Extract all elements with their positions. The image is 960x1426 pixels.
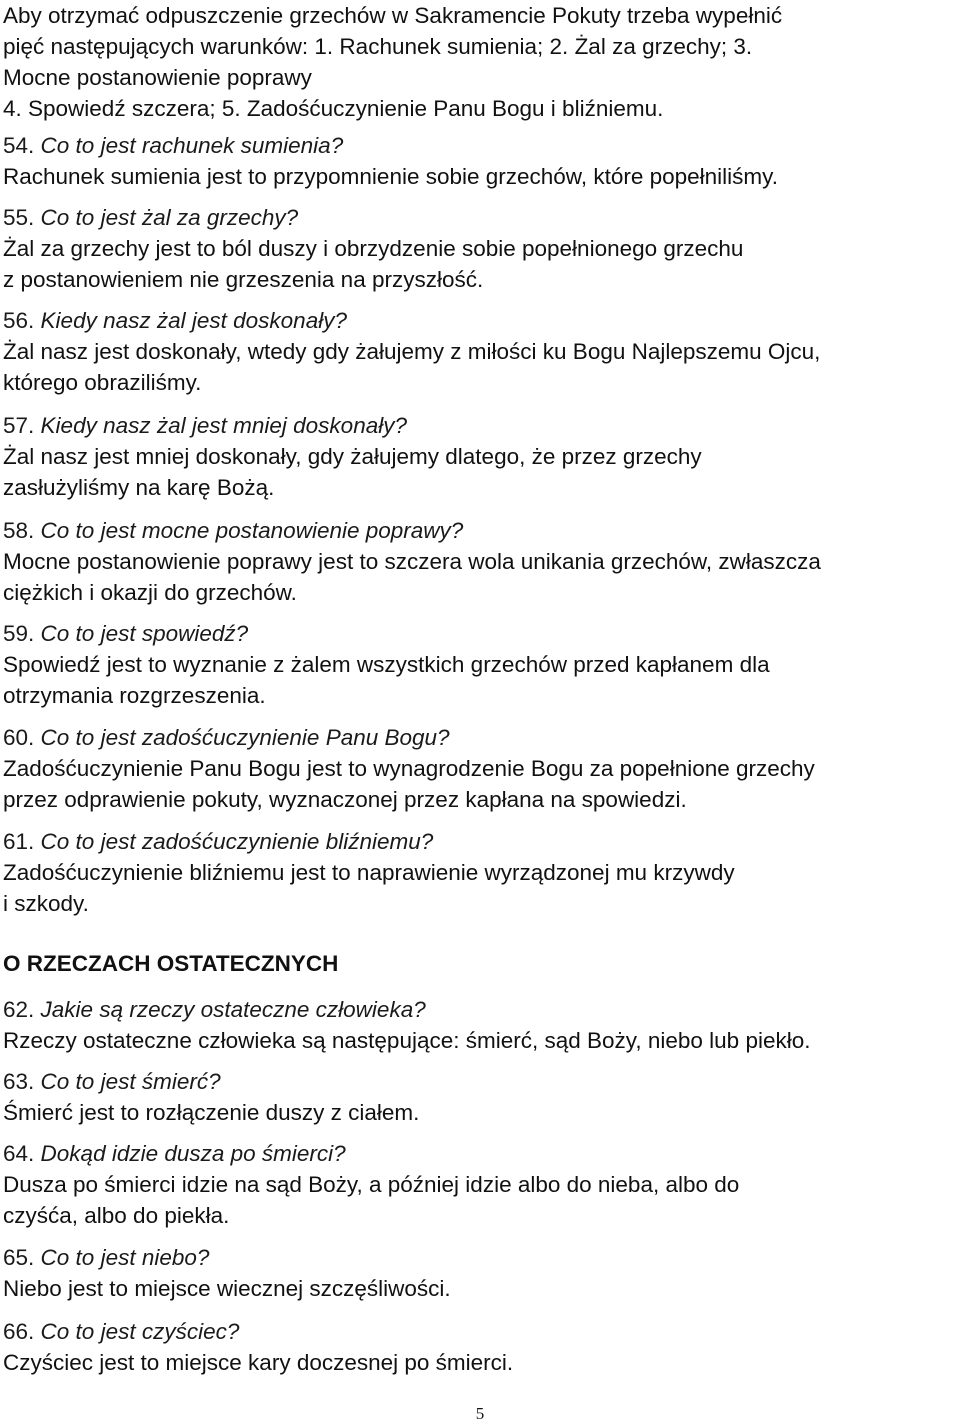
question-number: 65. xyxy=(3,1245,35,1270)
text-line: 4. Spowiedź szczera; 5. Zadośćuczynienie Panu Bogu i bliźniemu. xyxy=(3,96,664,121)
answer-line: Rzeczy ostateczne człowieka są następujące: śmierć, sąd Boży, niebo lub piekło. xyxy=(3,1028,811,1053)
qa-block xyxy=(3,515,821,608)
question-number: 61. xyxy=(3,829,35,854)
qa-block xyxy=(3,826,735,919)
question-number: 64. xyxy=(3,1141,35,1166)
question-number: 62. xyxy=(3,997,35,1022)
answer-line: zasłużyliśmy na karę Bożą. xyxy=(3,475,275,500)
answer-line: Żal nasz jest mniej doskonały, gdy żałujemy dlatego, że przez grzechy xyxy=(3,444,702,469)
qa-block xyxy=(3,1138,739,1231)
qa-block xyxy=(3,1242,451,1304)
answer-line: Żal nasz jest doskonały, wtedy gdy żałujemy z miłości ku Bogu Najlepszemu Ojcu, xyxy=(3,339,821,364)
question-line xyxy=(3,305,820,336)
answer-line: Dusza po śmierci idzie na sąd Boży, a później idzie albo do nieba, albo do xyxy=(3,1172,740,1197)
question-line xyxy=(3,722,815,753)
question-text: Co to jest niebo? xyxy=(40,1245,210,1270)
question-text: Co to jest rachunek sumienia? xyxy=(40,133,344,158)
answer-line: Mocne postanowienie poprawy jest to szczera wola unikania grzechów, zwłaszcza xyxy=(3,549,821,574)
question-number: 55. xyxy=(3,205,35,230)
question-number: 58. xyxy=(3,518,35,543)
answer-line: z postanowieniem nie grzeszenia na przyszłość. xyxy=(3,267,484,292)
answer-line: Niebo jest to miejsce wiecznej szczęśliwości. xyxy=(3,1276,451,1301)
question-number: 63. xyxy=(3,1069,35,1094)
answer-line: Śmierć jest to rozłączenie duszy z ciałem. xyxy=(3,1100,420,1125)
section-heading: O RZECZACH OSTATECZNYCH xyxy=(3,951,339,976)
text-line: Aby otrzymać odpuszczenie grzechów w Sakramencie Pokuty trzeba wypełnić xyxy=(3,3,783,28)
question-line xyxy=(3,515,821,546)
page-number: 5 xyxy=(475,1404,485,1423)
question-text: Co to jest spowiedź? xyxy=(40,621,249,646)
question-number: 56. xyxy=(3,308,35,333)
question-line xyxy=(3,994,810,1025)
question-text: Kiedy nasz żal jest doskonały? xyxy=(40,308,347,333)
question-line xyxy=(3,410,702,441)
question-number: 60. xyxy=(3,725,35,750)
qa-block xyxy=(3,722,815,815)
question-text: Co to jest zadośćuczynienie bliźniemu? xyxy=(40,829,434,854)
answer-line: i szkody. xyxy=(3,891,89,916)
question-line xyxy=(3,130,778,161)
qa-block xyxy=(3,305,820,398)
qa-block xyxy=(3,202,743,295)
question-line xyxy=(3,1316,513,1347)
answer-line: przez odprawienie pokuty, wyznaczonej przez kapłana na spowiedzi. xyxy=(3,787,687,812)
question-number: 57. xyxy=(3,413,35,438)
qa-block xyxy=(3,1066,419,1128)
answer-line: Zadośćuczynienie bliźniemu jest to naprawienie wyrządzonej mu krzywdy xyxy=(3,860,735,885)
question-text: Jakie są rzeczy ostateczne człowieka? xyxy=(40,997,426,1022)
question-number: 59. xyxy=(3,621,35,646)
qa-block xyxy=(3,1316,513,1378)
question-line xyxy=(3,1138,739,1169)
question-line xyxy=(3,1066,419,1097)
question-line xyxy=(3,1242,451,1273)
question-line xyxy=(3,618,770,649)
answer-line: którego obraziliśmy. xyxy=(3,370,202,395)
answer-line: Rachunek sumienia jest to przypomnienie sobie grzechów, które popełniliśmy. xyxy=(3,164,778,189)
answer-line: otrzymania rozgrzeszenia. xyxy=(3,683,266,708)
answer-line: ciężkich i okazji do grzechów. xyxy=(3,580,297,605)
answer-line: Zadośćuczynienie Panu Bogu jest to wynagrodzenie Bogu za popełnione grzechy xyxy=(3,756,815,781)
question-text: Co to jest czyściec? xyxy=(40,1319,240,1344)
question-text: Co to jest śmierć? xyxy=(40,1069,221,1094)
question-line xyxy=(3,826,735,857)
qa-block xyxy=(3,994,810,1056)
answer-line: czyśća, albo do piekła. xyxy=(3,1203,230,1228)
answer-line: Czyściec jest to miejsce kary doczesnej po śmierci. xyxy=(3,1350,514,1375)
qa-block xyxy=(3,410,702,503)
text-line: pięć następujących warunków: 1. Rachunek sumienia; 2. Żal za grzechy; 3. xyxy=(3,34,753,59)
question-text: Kiedy nasz żal jest mniej doskonały? xyxy=(40,413,407,438)
qa-block xyxy=(3,130,778,192)
question-text: Co to jest zadośćuczynienie Panu Bogu? xyxy=(40,725,450,750)
text-line: Mocne postanowienie poprawy xyxy=(3,65,312,90)
intro-paragraph xyxy=(3,0,782,124)
question-number: 66. xyxy=(3,1319,35,1344)
answer-line: Żal za grzechy jest to ból duszy i obrzydzenie sobie popełnionego grzechu xyxy=(3,236,744,261)
question-text: Dokąd idzie dusza po śmierci? xyxy=(40,1141,346,1166)
qa-block xyxy=(3,618,770,711)
question-number: 54. xyxy=(3,133,35,158)
question-line xyxy=(3,202,743,233)
question-text: Co to jest żal za grzechy? xyxy=(40,205,299,230)
answer-line: Spowiedź jest to wyznanie z żalem wszystkich grzechów przed kapłanem dla xyxy=(3,652,770,677)
question-text: Co to jest mocne postanowienie poprawy? xyxy=(40,518,464,543)
